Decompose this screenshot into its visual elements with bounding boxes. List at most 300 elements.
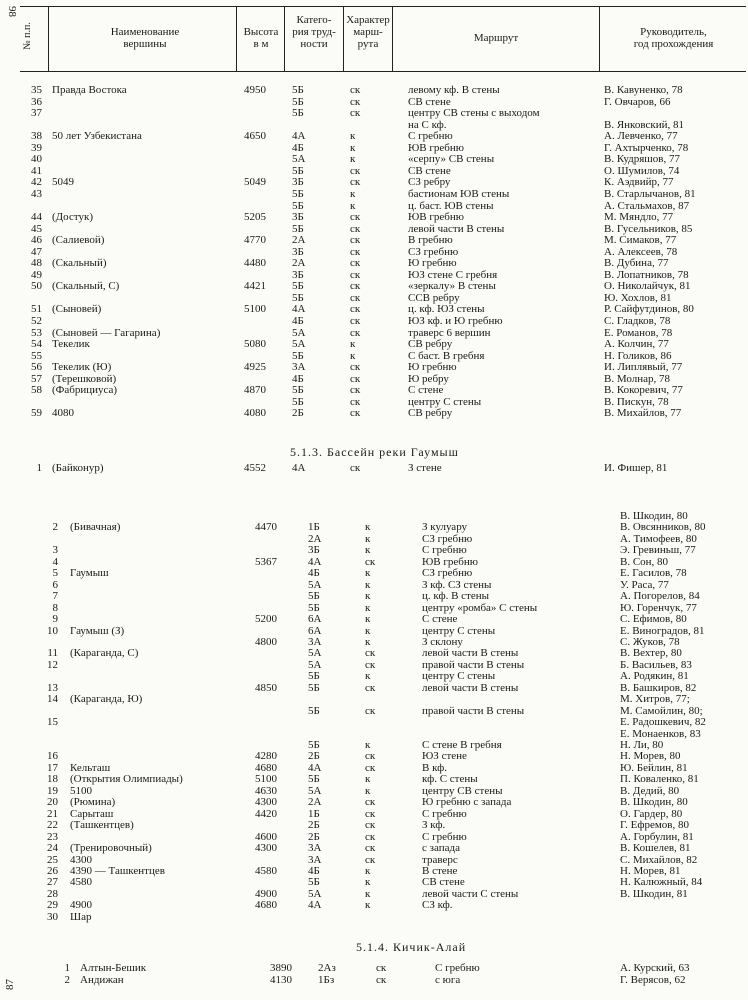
row-number: 37 (31, 107, 42, 120)
category-value: 5Б (292, 95, 304, 108)
row-number: 45 (31, 222, 42, 235)
leader-value: А. Горбулин, 81 (620, 830, 694, 843)
route-value: СВ стене (408, 164, 451, 177)
leader-value: О. Гардер, 80 (620, 807, 683, 820)
row-number: 24 (47, 842, 58, 855)
height-value: 4770 (244, 234, 266, 247)
category-value: 2Б (292, 407, 304, 420)
peak-name: Сарыташ (70, 807, 114, 820)
row-number: 16 (47, 750, 58, 763)
leader-value: А. Курский, 63 (620, 962, 690, 974)
route-value: бастионам ЮВ стены (408, 187, 510, 200)
leader-value: В. Старлычанов, 81 (604, 187, 696, 200)
category-value: 5А (308, 784, 322, 797)
row-number: 9 (52, 613, 58, 626)
category-value: 4А (308, 555, 322, 568)
category-value: 2А (292, 234, 306, 247)
height-value: 4900 (255, 887, 277, 900)
character-value: к (365, 887, 371, 900)
category-value: 4Б (308, 567, 320, 580)
row-number: 48 (31, 257, 42, 270)
leader-value: Н. Голиков, 86 (604, 349, 672, 362)
row-number: 36 (31, 95, 42, 108)
leader-value: В. Овсянников, 80 (620, 521, 706, 534)
character-value: к (350, 130, 356, 143)
height-value: 4420 (255, 807, 277, 820)
route-value: центру СВ стены с выходом (408, 107, 540, 120)
row-number: 18 (47, 773, 58, 786)
height-value: 4600 (255, 830, 277, 843)
character-value: ск (350, 291, 361, 304)
row-number: 30 (47, 910, 58, 923)
category-value: 5А (292, 338, 306, 351)
route-value: З кулуару (422, 521, 468, 534)
row-number: 46 (31, 234, 42, 247)
character-value: ск (350, 315, 361, 327)
leader-value: А. Погорелов, 84 (620, 590, 700, 603)
leader-value: В. Молнар, 78 (604, 372, 670, 385)
category-value: 5Б (292, 199, 304, 212)
header-bottom-rule (20, 71, 746, 72)
leader-value: В. Башкиров, 82 (620, 681, 697, 694)
peak-name: Текелик (52, 338, 90, 351)
leader-value: Г. Ефремов, 80 (620, 819, 690, 832)
route-value: СЗ ребру (408, 176, 451, 189)
row-number: 10 (47, 624, 58, 637)
route-value: Ю гребню с запада (422, 796, 512, 809)
character-value: к (350, 153, 356, 166)
character-value: к (365, 521, 371, 534)
category-value: 3А (308, 853, 322, 866)
leader-value: А. Стальмахов, 87 (604, 199, 690, 212)
peak-name: (Достук) (52, 211, 93, 224)
height-value: 4300 (255, 796, 277, 809)
category-value: 3Б (308, 544, 320, 557)
header-name: Наименование вершины (110, 26, 180, 50)
character-value: ск (350, 407, 361, 420)
row-number: 14 (47, 693, 58, 706)
category-value: 5А (292, 153, 306, 166)
character-value: к (365, 544, 371, 557)
category-value: 5Б (292, 84, 304, 96)
route-value: СЗ кф. (422, 899, 453, 912)
row-number: 22 (47, 819, 58, 832)
leader-value: Е. Гасилов, 78 (620, 567, 687, 580)
leader-value: В. Кошелев, 81 (620, 842, 691, 855)
leader-value: В. Сон, 80 (620, 555, 669, 568)
height-value: 3890 (270, 962, 292, 974)
row-number: 19 (47, 784, 58, 797)
character-value: к (365, 532, 371, 545)
leader-value: Ю. Горенчук, 77 (620, 601, 697, 614)
route-value: левой части В стены (422, 681, 519, 694)
row-number: 4 (52, 555, 58, 568)
row-number: 7 (52, 590, 58, 603)
route-value: ЮВ гребню (408, 211, 464, 224)
category-value: 3Б (292, 211, 304, 224)
leader-value: А. Левченко, 77 (604, 130, 678, 143)
route-value: СВ ребру (408, 407, 453, 420)
row-number: 50 (31, 280, 42, 293)
route-value: «серпу» СВ стены (408, 153, 495, 166)
category-value: 5Б (292, 349, 304, 362)
row-number: 2 (52, 521, 58, 534)
row-number: 40 (31, 153, 42, 166)
leader-value: Б. Васильев, 83 (620, 658, 692, 671)
route-value: СЗ гребню (422, 567, 473, 580)
character-value: к (365, 670, 371, 683)
character-value: к (365, 590, 371, 603)
character-value: к (365, 864, 371, 877)
character-value: ск (365, 681, 376, 694)
character-value: ск (365, 761, 376, 774)
row-number: 2 (64, 974, 70, 986)
character-value: ск (350, 245, 361, 258)
category-value: 3А (308, 842, 322, 855)
header-divider (392, 6, 393, 71)
row-number: 55 (31, 349, 42, 362)
route-value: центру СВ стены (422, 784, 503, 797)
character-value: ск (350, 361, 361, 374)
route-value: СВ стене (422, 876, 465, 889)
category-value: 2А (308, 796, 322, 809)
route-value: центру С стены (408, 395, 482, 408)
leader-value: Е. Монаенков, 83 (620, 727, 701, 740)
leader-value: С. Жуков, 78 (620, 635, 680, 648)
category-value: 1Бз (318, 974, 335, 986)
row-number: 28 (47, 887, 58, 900)
row-number: 26 (47, 864, 58, 877)
row-number: 56 (31, 361, 42, 374)
route-value: ЮЗ кф. и Ю гребню (408, 315, 503, 327)
peak-name: (Терешковой) (52, 372, 117, 385)
character-value: ск (350, 107, 361, 120)
category-value: 4А (308, 899, 322, 912)
category-value: 6А (308, 613, 322, 626)
category-value: 2Б (308, 819, 320, 832)
leader-value: В. Дубина, 77 (604, 257, 669, 270)
character-value: ск (350, 303, 361, 316)
route-value: «зеркалу» В стены (408, 280, 496, 293)
character-value: ск (365, 853, 376, 866)
row-number: 13 (47, 681, 58, 694)
category-value: 4А (292, 462, 306, 474)
leader-value: А. Тимофеев, 80 (620, 532, 697, 545)
category-value: 5Б (292, 164, 304, 177)
leader-value: В. Янковский, 81 (604, 118, 684, 131)
peak-name: (Рюмина) (70, 796, 116, 809)
row-number: 23 (47, 830, 58, 843)
route-value: СВ стене (408, 95, 451, 108)
height-value: 5049 (244, 176, 266, 189)
peak-name: (Открытия Олимпиады) (70, 773, 183, 786)
header-leader: Руководитель, год прохождения (633, 26, 714, 50)
leader-value: Э. Гревиньш, 77 (620, 544, 696, 557)
category-value: 1Б (308, 521, 320, 534)
route-value: С стене (408, 384, 444, 397)
category-value: 5Б (308, 876, 320, 889)
height-value: 4300 (255, 842, 277, 855)
leader-value: И. Фишер, 81 (604, 462, 668, 474)
character-value: ск (365, 658, 376, 671)
route-value: СЗ гребню (408, 245, 459, 258)
character-value: ск (350, 95, 361, 108)
character-value: ск (350, 384, 361, 397)
character-value: к (365, 784, 371, 797)
page-number-bottom: 87 (4, 979, 16, 990)
row-number: 53 (31, 326, 42, 339)
route-value: С стене В гребня (422, 739, 502, 751)
route-value: ЮВ гребню (422, 555, 478, 568)
row-number: 15 (47, 716, 58, 729)
route-value: С гребню (435, 962, 480, 974)
category-value: 5Б (308, 739, 320, 751)
category-value: 4А (308, 761, 322, 774)
leader-value: Г. Овчаров, 66 (604, 95, 671, 108)
route-value: левой части В стены (422, 647, 519, 660)
leader-value: Н. Калюжный, 84 (620, 876, 703, 889)
category-value: 5Б (308, 670, 320, 683)
character-value: к (365, 635, 371, 648)
height-value: 4580 (255, 864, 277, 877)
character-value: ск (350, 280, 361, 293)
height-value: 4680 (255, 899, 277, 912)
category-value: 3А (292, 361, 306, 374)
row-number: 17 (47, 761, 58, 774)
route-value: З стене (408, 462, 442, 474)
leader-value: Н. Морев, 81 (620, 864, 681, 877)
height-value: 5100 (255, 773, 277, 786)
height-value: 4950 (244, 84, 266, 96)
height-value: 5200 (255, 613, 277, 626)
leader-value: В. Вехтер, 80 (620, 647, 682, 660)
peak-name: Гаумыш (З) (70, 624, 125, 637)
row-number: 27 (47, 876, 58, 889)
row-number: 49 (31, 268, 42, 281)
leader-value: С. Ефимов, 80 (620, 613, 687, 626)
character-value: ск (365, 796, 376, 809)
peak-name: (Тренировочный) (70, 842, 152, 855)
peak-name: (Ташкентцев) (70, 819, 134, 832)
leader-value: Е. Радошкевич, 82 (620, 716, 706, 729)
category-value: 2Б (308, 750, 320, 763)
category-value: 3Б (292, 245, 304, 258)
height-value: 4421 (244, 280, 266, 293)
row-number: 8 (52, 601, 58, 614)
route-value: З склону (422, 635, 463, 648)
leader-value: В. Гусельников, 85 (604, 222, 693, 235)
category-value: 5Б (308, 681, 320, 694)
route-value: правой части В стены (422, 704, 525, 717)
height-value: 4650 (244, 130, 266, 143)
category-value: 5Б (292, 107, 304, 120)
character-value: к (365, 773, 371, 786)
leader-value: В. Кудряшов, 77 (604, 153, 680, 166)
leader-value: В. Михайлов, 77 (604, 407, 682, 420)
peak-name: Гаумыш (70, 567, 109, 580)
character-value: ск (365, 704, 376, 717)
peak-name: (Скальный, С) (52, 280, 120, 293)
row-number: 43 (31, 187, 42, 200)
row-number: 6 (52, 578, 58, 591)
leader-value: В. Лопатников, 78 (604, 268, 689, 281)
row-number: 25 (47, 853, 58, 866)
category-value: 3А (308, 635, 322, 648)
header-divider (599, 6, 600, 71)
header-route: Маршрут (473, 32, 519, 44)
character-value: к (350, 199, 356, 212)
route-value: левой части С стены (422, 887, 519, 900)
character-value: к (365, 613, 371, 626)
height-value: 4480 (244, 257, 266, 270)
character-value: ск (350, 222, 361, 235)
character-value: ск (365, 750, 376, 763)
peak-name: (Сыновей) (52, 303, 102, 316)
row-number: 58 (31, 384, 42, 397)
category-value: 4Б (292, 372, 304, 385)
character-value: ск (350, 234, 361, 247)
peak-name: 4900 (70, 899, 92, 912)
leader-value: С. Михайлов, 82 (620, 853, 698, 866)
character-value: ск (350, 462, 361, 474)
character-value: к (365, 601, 371, 614)
peak-name: Андижан (80, 974, 124, 986)
character-value: к (365, 624, 371, 637)
route-value: Ю гребню (408, 257, 457, 270)
route-value: Ю гребню (408, 361, 457, 374)
peak-name: (Байконур) (52, 462, 104, 474)
row-number: 47 (31, 245, 42, 258)
category-value: 5А (308, 887, 322, 900)
leader-value: Р. Сайфутдинов, 80 (604, 303, 694, 316)
row-number: 21 (47, 807, 58, 820)
character-value: ск (350, 257, 361, 270)
row-number: 1 (36, 462, 42, 474)
route-value: ЮЗ стене С гребня (408, 268, 498, 281)
leader-value: В. Шкодин, 80 (620, 510, 688, 522)
category-value: 5Б (292, 395, 304, 408)
peak-name: 5100 (70, 784, 92, 797)
route-value: ЮВ гребню (408, 141, 464, 154)
row-number: 59 (31, 407, 42, 420)
peak-name: 50 лет Узбекистана (52, 130, 142, 143)
peak-name: (Салиевой) (52, 234, 105, 247)
route-value: С гребню (422, 830, 467, 843)
height-value: 4552 (244, 462, 266, 474)
route-value: траверс 6 вершин (408, 326, 491, 339)
leader-value: Ю. Хохлов, 81 (604, 291, 672, 304)
route-value: Ю ребру (408, 372, 449, 385)
category-value: 6А (308, 624, 322, 637)
category-value: 5А (308, 647, 322, 660)
route-value: ЮЗ стене (422, 750, 467, 763)
route-value: центру «ромба» С стены (422, 601, 538, 614)
header-top-rule (20, 6, 746, 7)
route-value: СВ ребру (408, 338, 453, 351)
route-value: левому кф. В стены (408, 84, 500, 96)
leader-value: Ю. Бейлин, 81 (620, 761, 688, 774)
route-value: ц. кф. ЮЗ стены (408, 303, 485, 316)
height-value: 4870 (244, 384, 266, 397)
category-value: 5Б (308, 704, 320, 717)
route-value: кф. С стены (422, 773, 478, 786)
category-value: 5А (292, 326, 306, 339)
peak-name: Правда Востока (52, 84, 127, 96)
character-value: ск (376, 974, 387, 986)
character-value: к (350, 349, 356, 362)
row-number: 51 (31, 303, 42, 316)
character-value: ск (365, 842, 376, 855)
leader-value: А. Колчин, 77 (604, 338, 669, 351)
route-value: В гребню (408, 234, 453, 247)
row-number: 5 (52, 567, 58, 580)
category-value: 5Б (292, 222, 304, 235)
leader-value: П. Коваленко, 81 (620, 773, 699, 786)
category-value: 5Б (292, 187, 304, 200)
header-number: № п.п. (22, 22, 33, 50)
route-value: ц. кф. В стены (422, 590, 490, 603)
header-character: Характер марш- рута (346, 14, 390, 50)
height-value: 5080 (244, 338, 266, 351)
leader-value: А. Алексеев, 78 (604, 245, 678, 258)
category-value: 5Б (292, 384, 304, 397)
category-value: 2А (292, 257, 306, 270)
section-heading: 5.1.4. Кичик-Алай (356, 940, 467, 954)
character-value: ск (365, 555, 376, 568)
character-value: к (350, 187, 356, 200)
route-value: З кф. (422, 819, 446, 832)
route-value: с юга (435, 974, 461, 986)
category-value: 4Б (308, 864, 320, 877)
header-divider (236, 6, 237, 71)
row-number: 52 (31, 315, 42, 327)
row-number: 57 (31, 372, 42, 385)
category-value: 4Б (292, 141, 304, 154)
category-value: 5Б (308, 590, 320, 603)
character-value: ск (350, 176, 361, 189)
leader-value: Г. Верясов, 62 (620, 974, 686, 986)
height-value: 4080 (244, 407, 266, 420)
category-value: 5А (308, 658, 322, 671)
peak-name: (Караганда, С) (70, 647, 139, 660)
character-value: ск (350, 164, 361, 177)
character-value: ск (350, 84, 361, 96)
category-value: 2А (308, 532, 322, 545)
category-value: 4Б (292, 315, 304, 327)
peak-name: (Фабрициуса) (52, 384, 118, 397)
leader-value: К. Аэдвийр, 77 (604, 176, 674, 189)
character-value: к (350, 141, 356, 154)
header-category: Катего- рия труд- ности (292, 14, 336, 50)
height-value: 4470 (255, 521, 277, 534)
leader-value: М. Мяндло, 77 (604, 211, 674, 224)
row-number: 20 (47, 796, 58, 809)
route-value: С гребню (422, 807, 467, 820)
peak-name: Текелик (Ю) (52, 361, 112, 374)
peak-name: (Сыновей — Гагарина) (52, 326, 161, 339)
leader-value: М. Хитров, 77; (620, 693, 690, 706)
row-number: 35 (31, 84, 42, 96)
row-number: 39 (31, 141, 42, 154)
route-value: центру С стены (422, 670, 496, 683)
leader-value: А. Родякин, 81 (620, 670, 689, 683)
category-value: 2Б (308, 830, 320, 843)
peak-name: 4300 (70, 853, 92, 866)
leader-value: В. Пискун, 78 (604, 395, 669, 408)
category-value: 2Аз (318, 962, 336, 974)
leader-value: И. Липлявый, 77 (604, 361, 683, 374)
height-value: 5100 (244, 303, 266, 316)
